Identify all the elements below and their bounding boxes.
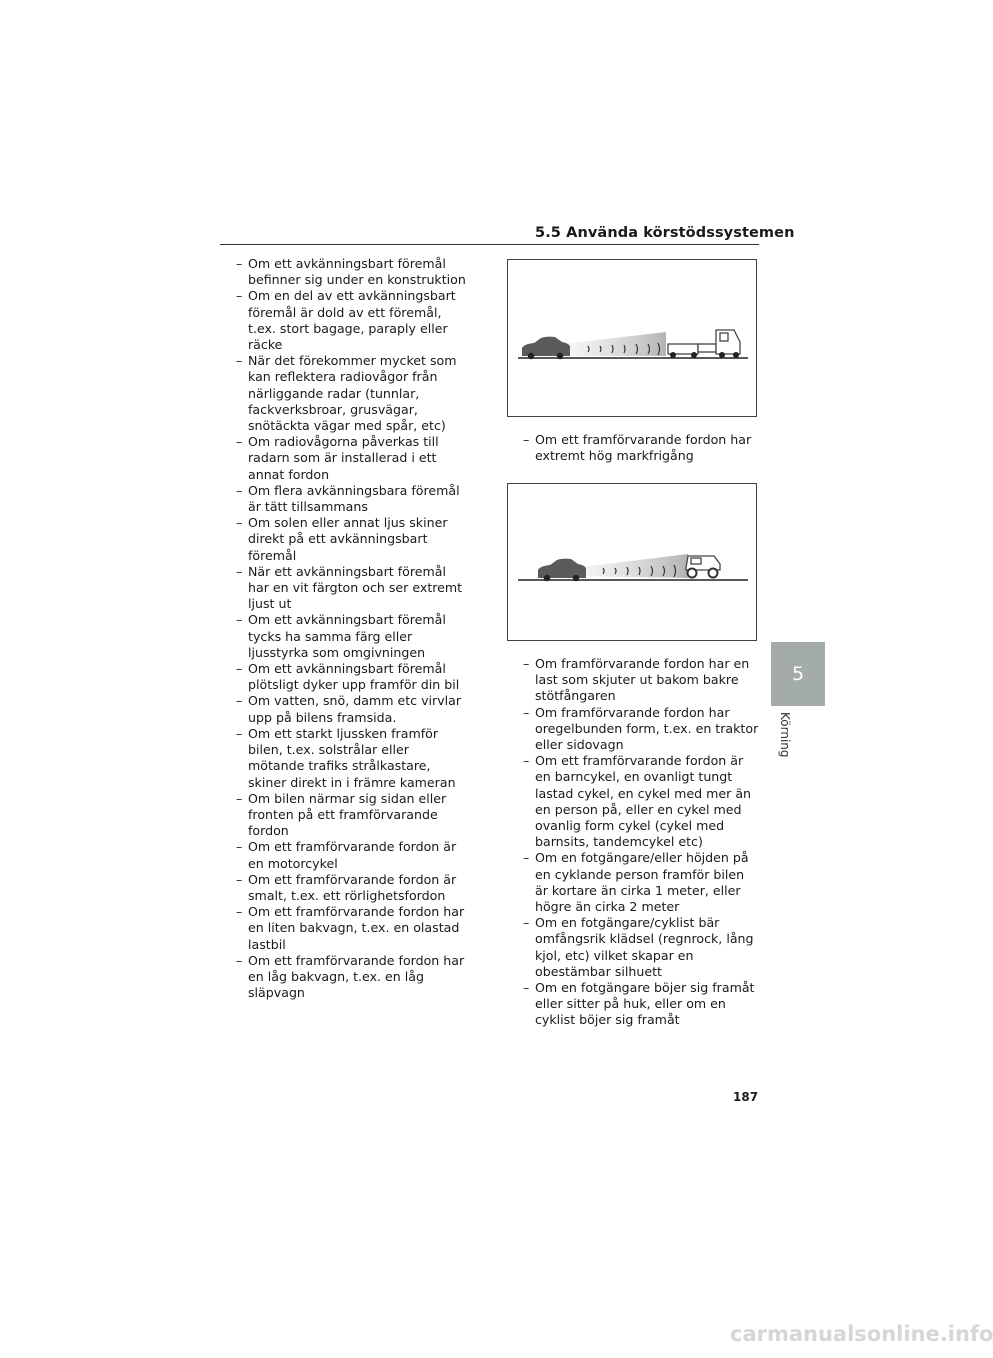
- list-item: – Om en fotgängare/eller höjden på en cyklande person framför bilen är kortare än cirka 1 meter, eller högre än cirka 2 meter: [523, 850, 759, 915]
- caption1-list: [523, 432, 759, 464]
- list-item: – Om ett avkänningsbart föremål tycks ha samma färg eller ljusstyrka som omgivningen: [236, 612, 468, 661]
- figure-car-suv: [507, 483, 757, 641]
- list-item: – Om ett starkt ljussken framför bilen, t.ex. solstrålar eller mötande trafiks strålkastare, skiner direkt in i främre kameran: [236, 726, 468, 791]
- right-item-list: [523, 656, 759, 1029]
- right-column: [523, 656, 759, 1029]
- list-item: – Om ett framförvarande fordon har extremt hög markfrigång: [523, 432, 759, 464]
- list-item: – Om ett framförvarande fordon är smalt, t.ex. ett rörlighetsfordon: [236, 872, 468, 904]
- list-item: – Om ett framförvarande fordon har en låg bakvagn, t.ex. en låg släpvagn: [236, 953, 468, 1002]
- section-title: 5.5 Använda körstödssystemen: [535, 225, 795, 241]
- car-behind-suv-illustration-icon: [508, 484, 758, 642]
- left-item-list: [236, 256, 468, 1001]
- car-behind-truck-illustration-icon: [508, 260, 758, 418]
- list-item: – Om vatten, snö, damm etc virvlar upp på bilens framsida.: [236, 693, 468, 725]
- chapter-label: Körning: [778, 712, 792, 758]
- list-item: – Om en fotgängare böjer sig framåt eller sitter på huk, eller om en cyklist böjer sig framåt: [523, 980, 759, 1029]
- left-column: [236, 256, 468, 1001]
- list-item: – Om ett avkänningsbart föremål befinner sig under en konstruktion: [236, 256, 468, 288]
- list-item: – Om radiovågorna påverkas till radarn som är installerad i ett annat fordon: [236, 434, 468, 483]
- list-item: – När det förekommer mycket som kan reflektera radiovågor från närliggande radar (tunnlar, fackverksbroar, grusvägar, snötäckta vägar med spår, etc): [236, 353, 468, 434]
- caption-1: [523, 432, 759, 464]
- list-item: – Om ett framförvarande fordon är en barncykel, en ovanligt tungt lastad cykel, en cykel med mer än en person på, eller en cykel med ovanlig form cykel (cykel med barnsits, tandemcykel etc): [523, 753, 759, 850]
- list-item: – Om flera avkänningsbara föremål är tätt tillsammans: [236, 483, 468, 515]
- list-item: – Om en fotgängare/cyklist bär omfångsrik klädsel (regnrock, lång kjol, etc) vilket skapar en obestämbar silhuett: [523, 915, 759, 980]
- watermark: carmanualsonline.info: [730, 1322, 993, 1346]
- header-divider: [220, 244, 759, 245]
- list-item: – Om ett framförvarande fordon har en liten bakvagn, t.ex. en olastad lastbil: [236, 904, 468, 953]
- figure-car-truck: [507, 259, 757, 417]
- list-item: – Om framförvarande fordon har oregelbunden form, t.ex. en traktor eller sidovagn: [523, 705, 759, 754]
- list-item: – När ett avkänningsbart föremål har en vit färgton och ser extremt ljust ut: [236, 564, 468, 613]
- list-item: – Om framförvarande fordon har en last som skjuter ut bakom bakre stötfångaren: [523, 656, 759, 705]
- list-item: – Om ett framförvarande fordon är en motorcykel: [236, 839, 468, 871]
- list-item: – Om solen eller annat ljus skiner direkt på ett avkänningsbart föremål: [236, 515, 468, 564]
- chapter-tab: 5: [771, 642, 825, 706]
- list-item: – Om bilen närmar sig sidan eller fronten på ett framförvarande fordon: [236, 791, 468, 840]
- list-item: – Om ett avkänningsbart föremål plötsligt dyker upp framför din bil: [236, 661, 468, 693]
- list-item: – Om en del av ett avkänningsbart föremål är dold av ett föremål, t.ex. stort bagage, paraply eller räcke: [236, 288, 468, 353]
- page-number: 187: [733, 1090, 759, 1104]
